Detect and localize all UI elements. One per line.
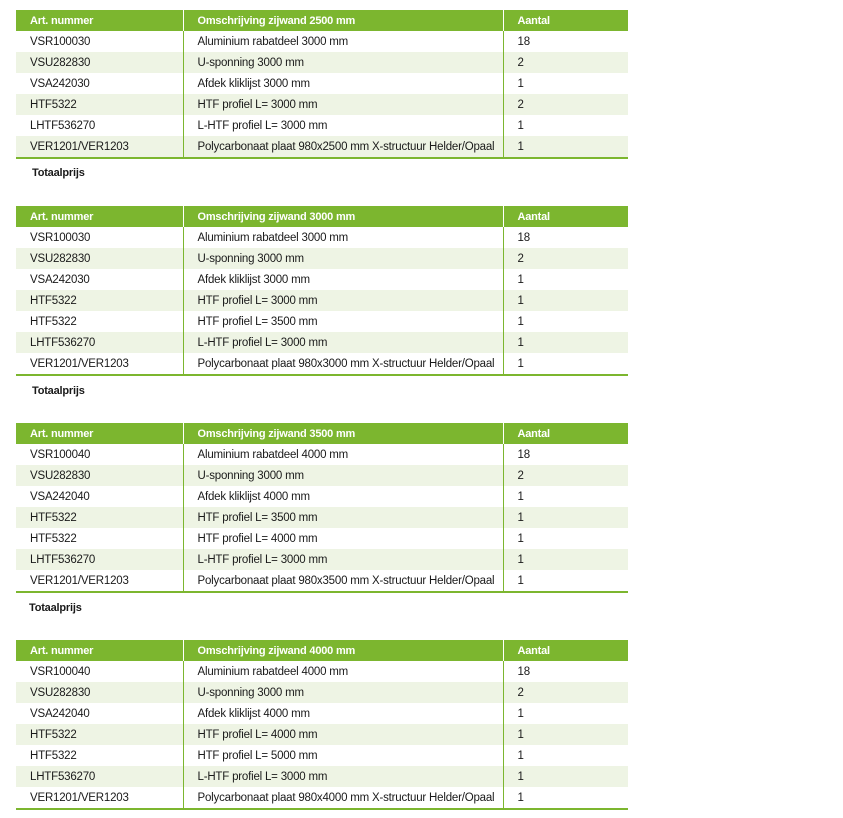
cell-omschrijving: Polycarbonaat plaat 980x2500 mm X-structuur Helder/Opaal: [183, 136, 503, 158]
header-aantal: Aantal: [503, 206, 628, 227]
item-table: [16, 10, 628, 159]
cell-art-nummer: VSR100040: [16, 661, 183, 682]
table-row: [16, 248, 628, 269]
cell-omschrijving: U-sponning 3000 mm: [183, 248, 503, 269]
item-table: [16, 206, 628, 376]
cell-art-nummer: VSA242040: [16, 703, 183, 724]
cell-aantal: 1: [517, 532, 524, 545]
table-row: [16, 332, 628, 353]
cell-omschrijving: Aluminium rabatdeel 3000 mm: [183, 31, 503, 52]
header-art-nummer: Art. nummer: [16, 206, 183, 227]
cell-omschrijving: Aluminium rabatdeel 3000 mm: [183, 227, 503, 248]
cell-aantal: 18: [517, 35, 530, 48]
table-row: [16, 766, 628, 787]
cell-art-nummer: LHTF536270: [16, 332, 183, 353]
table-row: [16, 73, 628, 94]
cell-art-nummer: HTF5322: [16, 724, 183, 745]
cell-art-nummer: VER1201/VER1203: [16, 787, 183, 809]
table-row: [16, 269, 628, 290]
cell-aantal: 2: [503, 682, 628, 703]
cell-omschrijving: Aluminium rabatdeel 4000 mm: [183, 444, 503, 465]
cell-art-nummer: HTF5322: [16, 94, 183, 115]
table-row: [16, 549, 628, 570]
table-row: [16, 570, 628, 592]
cell-aantal: 1: [503, 570, 628, 592]
header-art-nummer: Art. nummer: [16, 423, 183, 444]
header-art-nummer: Art. nummer: [16, 640, 183, 661]
cell-aantal: 1: [503, 724, 628, 745]
table-row: [16, 94, 628, 115]
header-omschrijving: Omschrijving zijwand 3500 mm: [183, 423, 503, 444]
cell-art-nummer: LHTF536270: [16, 549, 183, 570]
cell-art-nummer: VSR100030: [16, 31, 183, 52]
total-label-3000: Totaalprijs: [32, 385, 85, 397]
cell-omschrijving: Polycarbonaat plaat 980x3000 mm X-structuur Helder/Opaal: [183, 353, 503, 375]
price-table-2500: [16, 10, 628, 159]
cell-aantal: 1: [503, 766, 628, 787]
cell-omschrijving: HTF profiel L= 3500 mm: [183, 507, 503, 528]
cell-aantal: 2: [503, 94, 628, 115]
cell-omschrijving: U-sponning 3000 mm: [183, 52, 503, 73]
cell-omschrijving: U-sponning 3000 mm: [183, 682, 503, 703]
table-row: [16, 227, 628, 248]
price-table-3500: [16, 423, 628, 593]
table-header-row: [16, 640, 628, 661]
cell-omschrijving: L-HTF profiel L= 3000 mm: [183, 115, 503, 136]
table-row: [16, 745, 628, 766]
header-aantal: Aantal: [503, 640, 628, 661]
cell-art-nummer: VER1201/VER1203: [16, 136, 183, 158]
cell-aantal: 1: [503, 549, 628, 570]
cell-aantal: 1: [517, 119, 524, 132]
cell-omschrijving: Polycarbonaat plaat 980x3500 mm X-structuur Helder/Opaal: [183, 570, 503, 592]
cell-omschrijving: Aluminium rabatdeel 4000 mm: [183, 661, 503, 682]
cell-omschrijving: L-HTF profiel L= 3000 mm: [183, 766, 503, 787]
cell-art-nummer: HTF5322: [16, 745, 183, 766]
cell-art-nummer: VER1201/VER1203: [16, 570, 183, 592]
table-row: [16, 31, 628, 52]
cell-art-nummer: VSA242030: [16, 73, 183, 94]
cell-aantal: 1: [503, 507, 628, 528]
cell-aantal: 1: [503, 290, 628, 311]
cell-omschrijving: Afdek kliklijst 4000 mm: [183, 486, 503, 507]
cell-omschrijving: Afdek kliklijst 3000 mm: [183, 269, 503, 290]
cell-art-nummer: VSU282830: [16, 465, 183, 486]
table-row: [16, 115, 628, 136]
header-omschrijving: Omschrijving zijwand 3000 mm: [183, 206, 503, 227]
cell-aantal: 1: [517, 315, 524, 328]
price-table-4000: [16, 640, 628, 810]
cell-omschrijving: HTF profiel L= 4000 mm: [183, 528, 503, 549]
table-header-row: [16, 10, 628, 31]
cell-omschrijving: Afdek kliklijst 3000 mm: [183, 73, 503, 94]
cell-aantal: 2: [503, 465, 628, 486]
total-label-2500: Totaalprijs: [32, 167, 85, 179]
cell-omschrijving: L-HTF profiel L= 3000 mm: [183, 332, 503, 353]
cell-art-nummer: VSR100030: [16, 227, 183, 248]
table-row: [16, 661, 628, 682]
cell-omschrijving: HTF profiel L= 4000 mm: [183, 724, 503, 745]
table-row: [16, 486, 628, 507]
cell-art-nummer: LHTF536270: [16, 766, 183, 787]
cell-aantal: 1: [503, 787, 628, 809]
cell-art-nummer: VSU282830: [16, 682, 183, 703]
cell-art-nummer: VSA242040: [16, 486, 183, 507]
cell-aantal: 1: [517, 273, 524, 286]
table-row: [16, 136, 628, 158]
table-row: [16, 787, 628, 809]
cell-art-nummer: HTF5322: [16, 528, 183, 549]
cell-aantal: 1: [517, 749, 524, 762]
cell-omschrijving: L-HTF profiel L= 3000 mm: [183, 549, 503, 570]
cell-art-nummer: HTF5322: [16, 290, 183, 311]
cell-aantal: 1: [517, 77, 524, 90]
header-omschrijving: Omschrijving zijwand 4000 mm: [183, 640, 503, 661]
cell-art-nummer: VSR100040: [16, 444, 183, 465]
header-aantal: Aantal: [503, 10, 628, 31]
header-art-nummer: Art. nummer: [16, 10, 183, 31]
price-table-3000: [16, 206, 628, 376]
header-omschrijving: Omschrijving zijwand 2500 mm: [183, 10, 503, 31]
table-row: [16, 311, 628, 332]
cell-aantal: 1: [503, 332, 628, 353]
table-row: [16, 682, 628, 703]
cell-aantal: 18: [517, 448, 530, 461]
table-header-row: [16, 423, 628, 444]
cell-aantal: 1: [517, 490, 524, 503]
cell-aantal: 18: [517, 231, 530, 244]
table-row: [16, 353, 628, 375]
table-row: [16, 507, 628, 528]
header-aantal: Aantal: [503, 423, 628, 444]
cell-art-nummer: VSU282830: [16, 248, 183, 269]
cell-aantal: 1: [517, 707, 524, 720]
total-label-3500: Totaalprijs: [29, 602, 82, 614]
table-row: [16, 52, 628, 73]
cell-omschrijving: HTF profiel L= 5000 mm: [183, 745, 503, 766]
cell-omschrijving: HTF profiel L= 3500 mm: [183, 311, 503, 332]
cell-omschrijving: HTF profiel L= 3000 mm: [183, 290, 503, 311]
table-row: [16, 528, 628, 549]
cell-art-nummer: HTF5322: [16, 311, 183, 332]
cell-omschrijving: Afdek kliklijst 4000 mm: [183, 703, 503, 724]
cell-art-nummer: VSA242030: [16, 269, 183, 290]
cell-omschrijving: HTF profiel L= 3000 mm: [183, 94, 503, 115]
cell-art-nummer: LHTF536270: [16, 115, 183, 136]
item-table: [16, 640, 628, 810]
cell-art-nummer: VSU282830: [16, 52, 183, 73]
table-row: [16, 703, 628, 724]
table-row: [16, 290, 628, 311]
table-header-row: [16, 206, 628, 227]
cell-aantal: 2: [503, 248, 628, 269]
cell-omschrijving: U-sponning 3000 mm: [183, 465, 503, 486]
item-table: [16, 423, 628, 593]
cell-aantal: 18: [517, 665, 530, 678]
cell-aantal: 1: [503, 353, 628, 375]
cell-omschrijving: Polycarbonaat plaat 980x4000 mm X-structuur Helder/Opaal: [183, 787, 503, 809]
table-row: [16, 724, 628, 745]
cell-aantal: 1: [503, 136, 628, 158]
cell-art-nummer: VER1201/VER1203: [16, 353, 183, 375]
table-row: [16, 465, 628, 486]
table-row: [16, 444, 628, 465]
cell-aantal: 2: [503, 52, 628, 73]
cell-art-nummer: HTF5322: [16, 507, 183, 528]
